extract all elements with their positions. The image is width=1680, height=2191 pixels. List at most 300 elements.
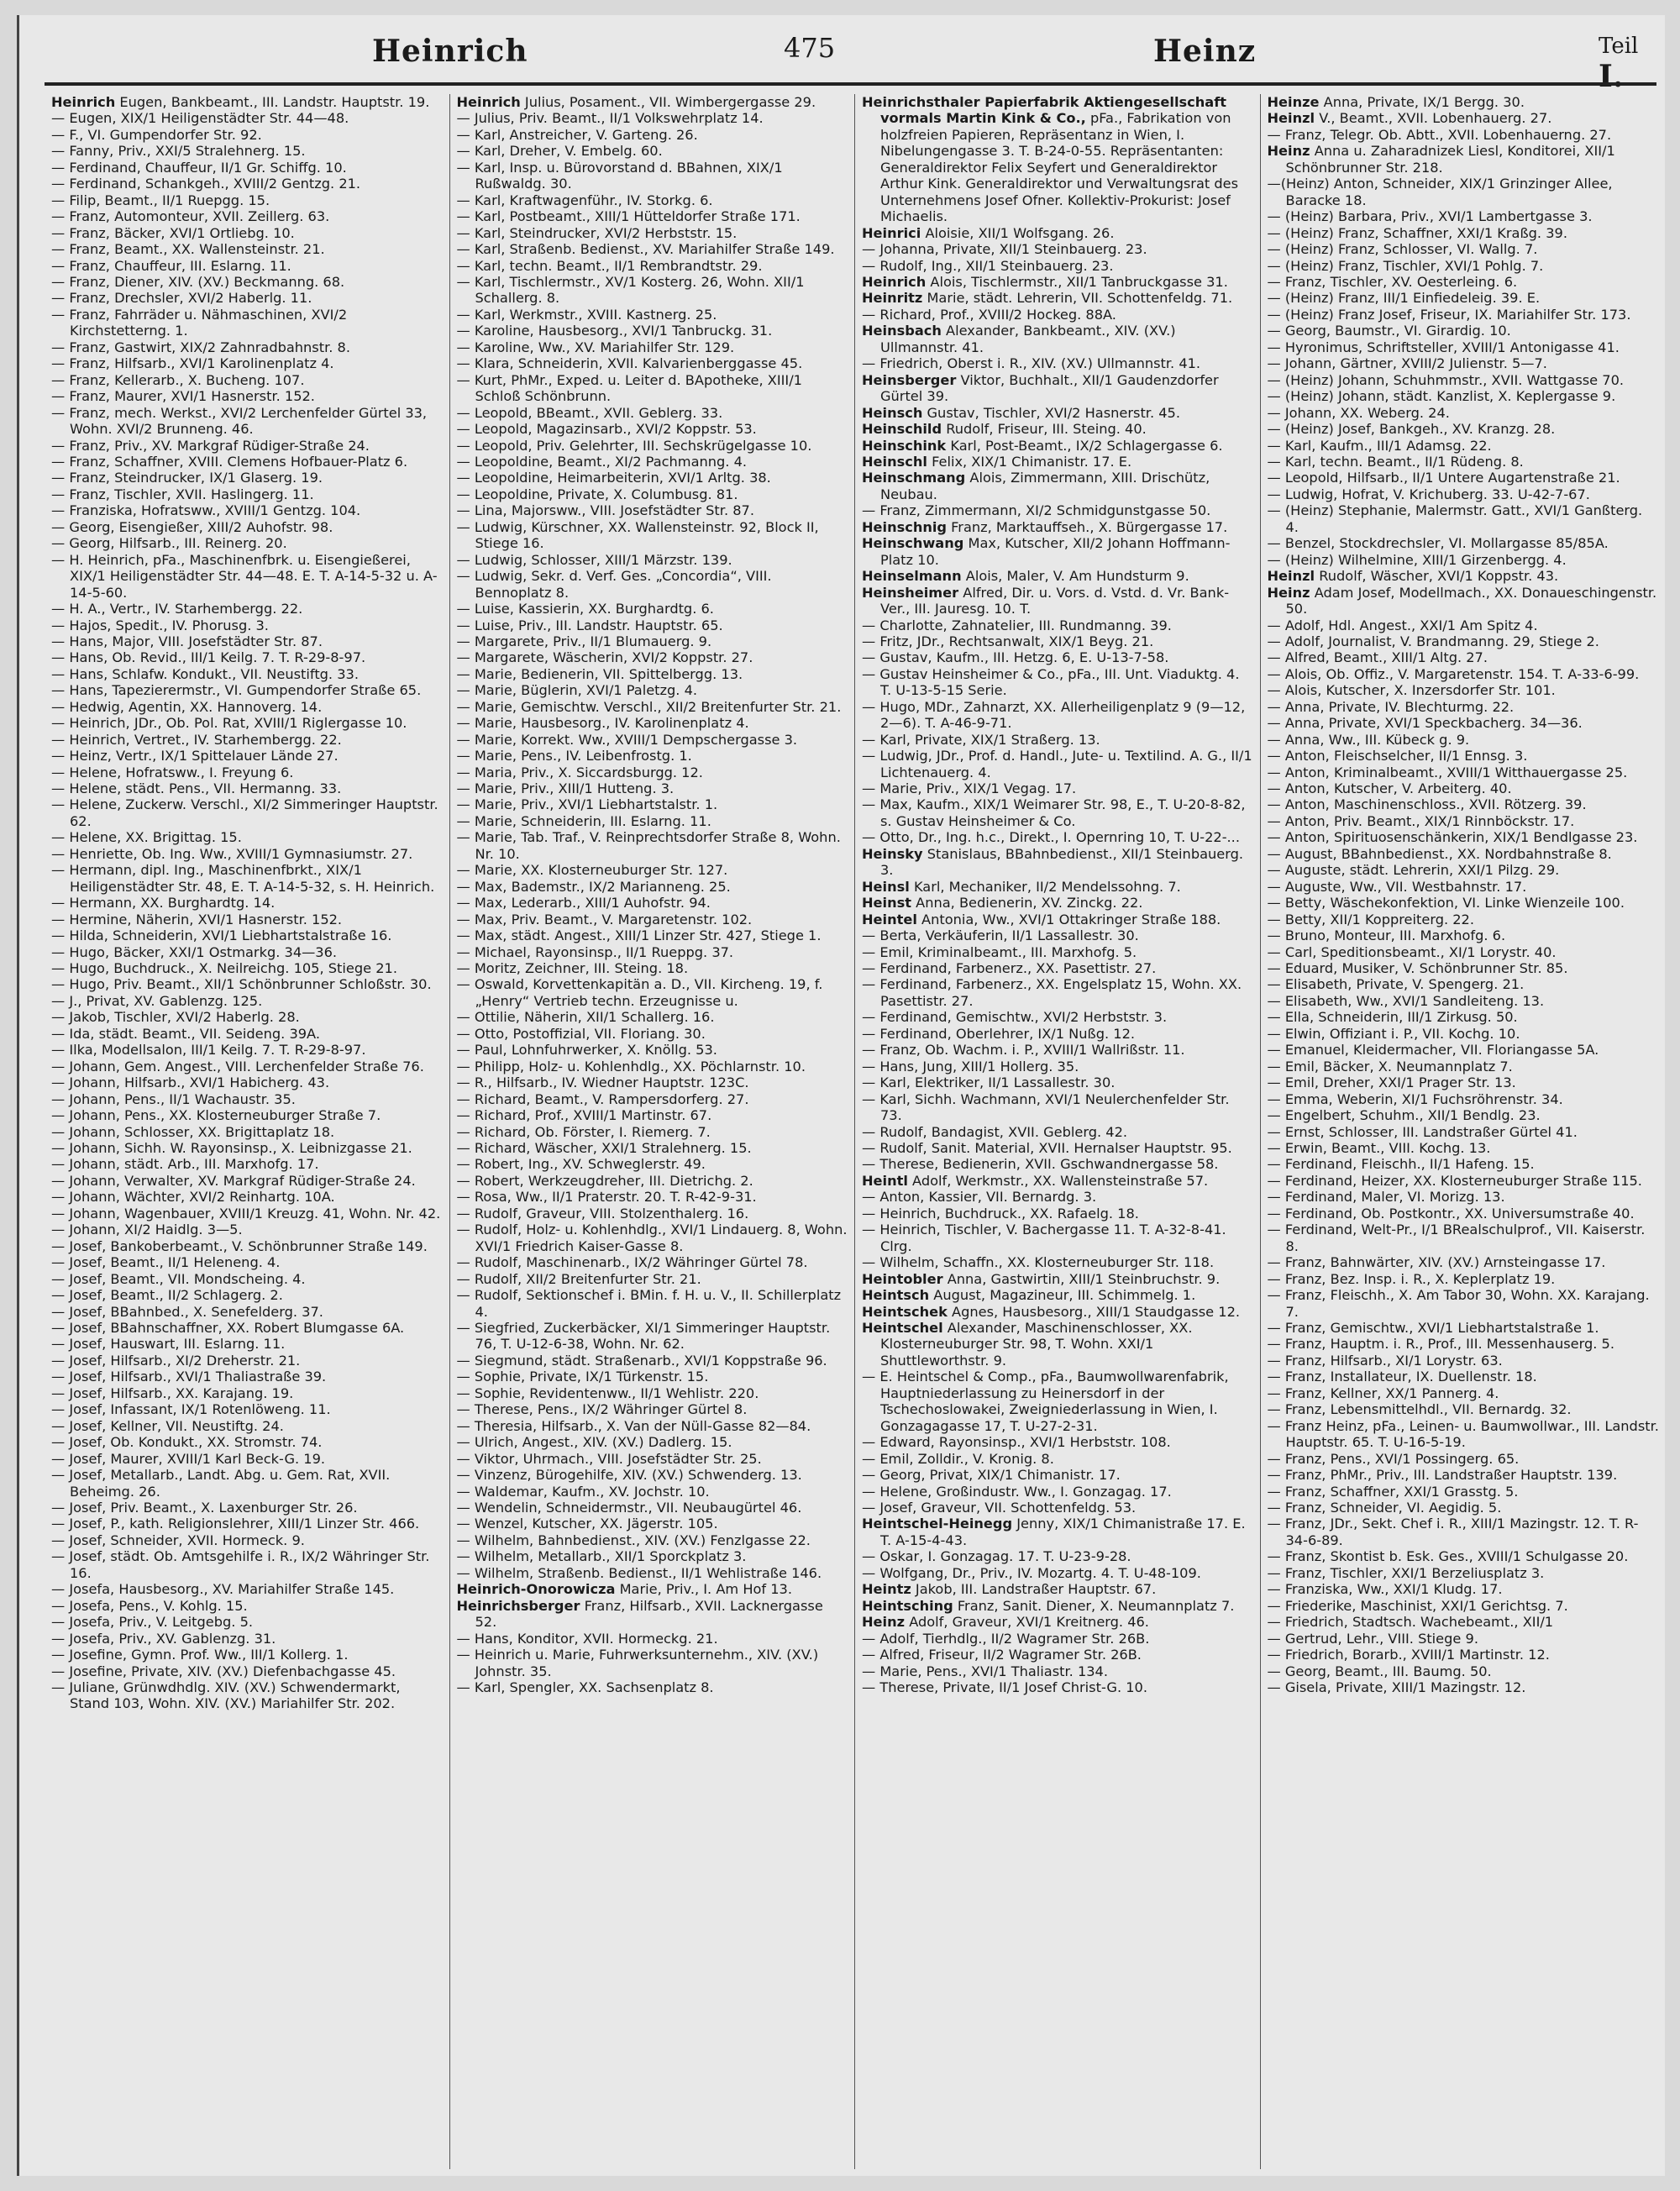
directory-entry <box>862 454 1253 470</box>
directory-entry <box>457 372 848 405</box>
directory-entry <box>457 1107 848 1123</box>
entry-text: — Marie, Priv., XVI/1 Liebhartstalstr. 1. <box>456 796 718 813</box>
entry-text: — Betty, Wäschekonfektion, VI. Linke Wienzeile 100. <box>1267 895 1625 912</box>
entry-text: — Johanna, Private, XII/1 Steinbauerg. 23. <box>862 241 1147 258</box>
entry-text: — Karl, Postbeamt., XIII/1 Hütteldorfer Straße 171. <box>456 208 801 225</box>
entry-text: Franz, Hilfsarb., XVII. Lacknergasse 52. <box>475 1597 823 1631</box>
directory-entry <box>51 1091 443 1107</box>
entry-text: — (Heinz) Franz, Tischler, XVI/1 Pohlg. 7. <box>1267 257 1544 274</box>
directory-entry <box>862 780 1253 796</box>
entry-text: Karl, Mechaniker, II/2 Mendelssohng. 7. <box>913 878 1181 895</box>
directory-entry <box>1268 1451 1660 1467</box>
entry-text: Alois, Tischlermstr., XII/1 Tanbruckgasse 31. <box>930 273 1228 290</box>
entry-text: — Franziska, Hofratsww., XVIII/1 Gentzg. 104. <box>51 502 361 519</box>
directory-entry <box>51 208 443 224</box>
directory-entry <box>1268 649 1660 665</box>
directory-entry <box>862 796 1253 829</box>
directory-entry <box>51 1074 443 1090</box>
entry-text: — Anton, Kriminalbeamt., XVIII/1 Witthauergasse 25. <box>1267 764 1628 780</box>
entry-surname: Heinschink <box>862 437 947 454</box>
entry-text: — Adolf, Tierhdlg., II/2 Wagramer Str. 26B. <box>862 1630 1150 1647</box>
entry-text: — Franz, Telegr. Ob. Abtt., XVII. Lobenhauerng. 27. <box>1267 126 1612 143</box>
directory-entry <box>51 274 443 290</box>
entry-text: — Franz, Maurer, XVI/1 Hasnerstr. 152. <box>51 388 315 405</box>
entry-text: — Hans, Konditor, XVII. Hormeckg. 21. <box>456 1630 718 1647</box>
entry-text: — Therese, Bedienerin, XVII. Gschwandnergasse 58. <box>862 1156 1219 1173</box>
entry-text: — Emil, Dreher, XXI/1 Prager Str. 13. <box>1267 1074 1516 1091</box>
directory-entry <box>862 666 1253 699</box>
directory-entry <box>862 1009 1253 1025</box>
directory-entry <box>862 1598 1253 1614</box>
entry-text: — Luise, Priv., III. Landstr. Hauptstr. 65. <box>456 617 723 633</box>
entry-text: — Johann, Gärtner, XVIII/2 Julienstr. 5—7. <box>1267 355 1547 372</box>
entry-text: — Franz, Skontist b. Esk. Ges., XVIII/1 Schulgasse 20. <box>1267 1548 1629 1565</box>
directory-entry <box>51 1434 443 1450</box>
directory-entry <box>51 1124 443 1140</box>
entry-text: — Erwin, Beamt., VIII. Kochg. 13. <box>1267 1140 1491 1156</box>
entry-surname: Heinrichsthaler Papierfabrik Aktiengesellschaft vormals Martin Kink & Co., <box>862 94 1226 127</box>
directory-entry <box>862 1173 1253 1189</box>
directory-entry <box>862 1548 1253 1564</box>
entry-text: — Hajos, Spedit., IV. Phorusg. 3. <box>51 617 269 633</box>
directory-entry <box>1268 323 1660 339</box>
directory-entry <box>1268 1418 1660 1451</box>
directory-entry <box>457 1140 848 1156</box>
entry-text: — Marie, Korrekt. Ww., XVIII/1 Dempschergasse 3. <box>456 731 798 748</box>
directory-entry <box>1268 732 1660 748</box>
entry-text: — Franziska, Ww., XXI/1 Kludg. 17. <box>1267 1581 1503 1598</box>
directory-entry <box>457 1189 848 1205</box>
directory-entry <box>457 862 848 878</box>
directory-entry <box>1268 1271 1660 1287</box>
part-word: Teil <box>1599 34 1639 59</box>
entry-text: — Karl, techn. Beamt., II/1 Rembrandtstr. 29. <box>456 257 763 274</box>
directory-entry <box>457 1500 848 1516</box>
entry-text: — Margarete, Priv., II/1 Blumauerg. 9. <box>456 633 712 649</box>
directory-entry <box>1268 143 1660 176</box>
directory-entry <box>862 1320 1253 1369</box>
directory-entry <box>1268 1467 1660 1483</box>
column-4 <box>1261 94 1667 2169</box>
entry-text: — Franz, Hauptm. i. R., Prof., III. Messenhauserg. 5. <box>1267 1336 1614 1353</box>
directory-entry <box>51 339 443 355</box>
entry-text: — Emma, Weberin, XI/1 Fuchsröhrenstr. 34. <box>1267 1090 1563 1107</box>
directory-entry <box>457 1647 848 1679</box>
entry-surname: Heinritz <box>862 290 923 307</box>
entry-text: — (Heinz) Johann, Schuhmmstr., XVII. Wattgasse 70. <box>1267 371 1625 388</box>
entry-text: Karl, Post-Beamt., IX/2 Schlagergasse 6. <box>950 437 1223 454</box>
directory-entry <box>1268 1385 1660 1401</box>
directory-entry <box>51 1548 443 1581</box>
entry-text: — Hugo, MDr., Zahnarzt, XX. Allerheiligenplatz 9 (9—12, 2—6). T. A-46-9-71. <box>862 698 1246 732</box>
directory-entry <box>457 208 848 224</box>
entry-text: — Josef, Beamt., II/2 Schlagerg. 2. <box>51 1287 283 1304</box>
entry-text: — Johann, XI/2 Haidlg. 3—5. <box>51 1222 243 1238</box>
entry-text: — Josefa, Priv., XV. Gablenzg. 31. <box>51 1630 276 1647</box>
entry-text: — Jakob, Tischler, XVI/2 Haberlg. 28. <box>51 1009 300 1026</box>
directory-entry <box>51 666 443 682</box>
entry-text: — Karl, Elektriker, II/1 Lassallestr. 30. <box>862 1074 1116 1091</box>
directory-entry <box>457 764 848 780</box>
entry-text: — Karl, Private, XIX/1 Straßerg. 13. <box>862 731 1100 748</box>
directory-entry <box>1268 1074 1660 1090</box>
directory-entry <box>457 633 848 649</box>
entry-text: — Adolf, Hdl. Angest., XXI/1 Am Spitz 4. <box>1267 617 1538 633</box>
entry-text: — Wolfgang, Dr., Priv., IV. Mozartg. 4. T. U-48-109. <box>862 1564 1201 1581</box>
directory-entry <box>457 829 848 862</box>
directory-entry <box>1268 666 1660 682</box>
directory-entry <box>1268 1287 1660 1320</box>
entry-surname: Heinrich-Onorowicza <box>456 1581 616 1598</box>
entry-text: — Marie, Schneiderin, III. Eslarng. 11. <box>456 812 711 829</box>
entry-text: — Sophie, Revidentenww., II/1 Wehlistr. 220. <box>456 1384 759 1401</box>
entry-text: — Franz, PhMr., Priv., III. Landstraßer Hauptstr. 139. <box>1267 1467 1618 1484</box>
entry-text: — Therese, Private, II/1 Josef Christ-G. 10. <box>862 1679 1147 1695</box>
entry-text: — Auguste, Ww., VII. Westbahnstr. 17. <box>1267 878 1527 895</box>
directory-entry <box>51 1254 443 1270</box>
entry-text: — Max, Bademstr., IX/2 Marianneng. 25. <box>456 878 731 895</box>
entry-text: — Franz, Chauffeur, III. Eslarng. 11. <box>51 257 291 274</box>
directory-entry <box>457 502 848 518</box>
directory-entry <box>1268 258 1660 274</box>
directory-entry <box>1268 944 1660 960</box>
directory-entry <box>862 1304 1253 1320</box>
entry-text: — Karl, Dreher, V. Embelg. 60. <box>456 143 663 160</box>
entry-text: — (Heinz) Franz, Schlosser, VI. Wallg. 7. <box>1267 241 1538 258</box>
entry-surname: Heinrich <box>456 94 521 110</box>
directory-entry <box>457 1484 848 1500</box>
directory-entry <box>1268 699 1660 715</box>
entry-text: — Franz, Ob. Wachm. i. P., XVIII/1 Wallrißstr. 11. <box>862 1042 1185 1059</box>
entry-text: — Sophie, Private, IX/1 Türkenstr. 15. <box>456 1369 709 1385</box>
directory-entry <box>51 993 443 1009</box>
entry-text: — Ferdinand, Heizer, XX. Klosterneuburger Straße 115. <box>1267 1172 1642 1189</box>
directory-entry <box>51 1189 443 1205</box>
entry-text: — Franz, Beamt., XX. Wallensteinstr. 21. <box>51 241 325 258</box>
entry-text: — Anna, Ww., III. Kübeck g. 9. <box>1267 731 1470 748</box>
entry-text: — Johann, Gem. Angest., VIII. Lerchenfelder Straße 76. <box>51 1058 424 1074</box>
entry-text: — Ferdinand, Ob. Postkontr., XX. Universumstraße 40. <box>1267 1205 1635 1222</box>
entry-text: — Alois, Kutscher, X. Inzersdorfer Str. 101. <box>1267 682 1556 699</box>
entry-text: — Benzel, Stockdrechsler, VI. Mollargasse 85/85A. <box>1267 535 1609 552</box>
entry-text: — Filip, Beamt., II/1 Ruepgg. 15. <box>51 192 270 208</box>
entry-text: — Richard, Ob. Förster, I. Riemerg. 7. <box>456 1123 711 1140</box>
entry-surname: Heinsch <box>862 404 923 421</box>
entry-text: — Ella, Schneiderin, III/1 Zirkusg. 50. <box>1267 1009 1518 1026</box>
entry-text: — Helene, städt. Pens., VII. Hermanng. 33. <box>51 780 342 797</box>
directory-entry <box>457 438 848 454</box>
directory-entry <box>51 1401 443 1417</box>
directory-entry <box>862 438 1253 454</box>
directory-entry <box>457 1679 848 1695</box>
directory-entry <box>862 323 1253 355</box>
entry-text: — Auguste, städt. Lehrerin, XXI/1 Pilzg. 29. <box>1267 862 1560 879</box>
entry-surname: Heinz <box>1267 584 1310 601</box>
directory-entry <box>51 1500 443 1516</box>
entry-text: — Max, Priv. Beamt., V. Margaretenstr. 102. <box>456 911 753 927</box>
entry-surname: Heintsch <box>862 1287 930 1304</box>
entry-text: — Julius, Priv. Beamt., II/1 Volkswehrplatz 14. <box>456 110 764 127</box>
directory-entry <box>51 895 443 911</box>
entry-text: — Emil, Bäcker, X. Neumannplatz 7. <box>1267 1058 1513 1074</box>
directory-entry <box>1268 274 1660 290</box>
directory-entry <box>1268 1124 1660 1140</box>
entry-text: — Richard, Prof., XVIII/1 Martinstr. 67. <box>456 1107 712 1124</box>
entry-text: — Franz, Bez. Insp. i. R., X. Keplerplatz 19. <box>1267 1270 1556 1287</box>
entry-text: — Ferdinand, Gemischtw., XVI/2 Herbststr. 3. <box>862 1009 1168 1026</box>
entry-text: — Richard, Wäscher, XXI/1 Stralehnerg. 15. <box>456 1140 752 1156</box>
directory-entry <box>457 274 848 307</box>
directory-entry <box>1268 1369 1660 1384</box>
directory-entry <box>51 1353 443 1369</box>
entry-text: — Heinrich u. Marie, Fuhrwerksunternehm., XIV. (XV.) Johnstr. 35. <box>456 1647 819 1679</box>
entry-text: — Ulrich, Angest., XIV. (XV.) Dadlerg. 15. <box>456 1434 732 1451</box>
directory-entry <box>862 1434 1253 1450</box>
directory-entry <box>51 748 443 764</box>
directory-entry <box>51 633 443 649</box>
directory-entry <box>862 1059 1253 1074</box>
entry-text: — Rudolf, Bandagist, XVII. Geblerg. 42. <box>862 1123 1128 1140</box>
entry-surname: Heinschmang <box>862 470 966 486</box>
entry-surname: Heinz <box>1267 143 1310 160</box>
directory-entry <box>862 617 1253 633</box>
entry-surname: Heintschel <box>862 1319 943 1336</box>
directory-entry <box>457 1451 848 1467</box>
entry-text: — Georg, Beamt., III. Baumg. 50. <box>1267 1663 1492 1679</box>
entry-text: — Eugen, XIX/1 Heiligenstädter Str. 44—48. <box>51 110 349 127</box>
entry-text: Jenny, XIX/1 Chimanistraße 17. E. T. A-15-4-43. <box>880 1516 1246 1548</box>
entry-text: — Johann, Wächter, XVI/2 Reinhartg. 10A. <box>51 1189 335 1206</box>
entry-text: — Franz, Hilfsarb., XI/1 Lorystr. 63. <box>1267 1352 1503 1369</box>
directory-entry <box>51 143 443 159</box>
directory-entry <box>457 1434 848 1450</box>
directory-entry <box>457 258 848 274</box>
entry-surname: Heinsberger <box>862 371 957 388</box>
directory-entry <box>1268 568 1660 584</box>
entry-surname: Heinst <box>862 895 911 912</box>
directory-entry <box>51 732 443 748</box>
directory-entry <box>457 1287 848 1320</box>
entry-text: — Josef, Beamt., VII. Mondscheing. 4. <box>51 1270 306 1287</box>
directory-entry <box>457 1581 848 1597</box>
entry-text: — H. A., Vertr., IV. Starhembergg. 22. <box>51 601 303 617</box>
entry-text: — Josef, P., kath. Religionslehrer, XIII/1 Linzer Str. 466. <box>51 1516 420 1532</box>
directory-entry <box>51 502 443 518</box>
entry-text: — Richard, Prof., XVIII/2 Hockeg. 88A. <box>862 306 1116 323</box>
entry-text: — Wilhelm, Metallarb., XII/1 Sporckplatz 3. <box>456 1548 747 1565</box>
directory-entry <box>1268 388 1660 404</box>
entry-text: — Karl, Straßenb. Bedienst., XV. Mariahilfer Straße 149. <box>456 241 835 258</box>
entry-text: — (Heinz) Franz, III/1 Einfiedeleig. 39. E. <box>1267 290 1541 307</box>
entry-text: — Ludwig, JDr., Prof. d. Handl., Jute- u. Textilind. A. G., II/1 Lichtenauerg. 4. <box>862 748 1252 780</box>
entry-surname: Heinsky <box>862 845 923 862</box>
entry-text: — R., Hilfsarb., IV. Wiedner Hauptstr. 123C. <box>456 1074 749 1091</box>
directory-entry <box>457 225 848 241</box>
entry-text: — (Heinz) Franz Josef, Friseur, IX. Mariahilfer Str. 173. <box>1267 306 1631 323</box>
directory-entry <box>862 829 1253 845</box>
entry-text: — Johann, Pens., XX. Klosterneuburger Straße 7. <box>51 1107 381 1124</box>
entry-text: Alois, Zimmermann, XIII. Drischütz, Neubau. <box>880 470 1210 502</box>
entry-text: — Franz, Tischler, XXI/1 Berzeliusplatz 3. <box>1267 1564 1545 1581</box>
directory-entry <box>862 274 1253 290</box>
entry-text: — Josef, Bankoberbeamt., V. Schönbrunner Straße 149. <box>51 1237 428 1254</box>
entry-text: — Hedwig, Agentin, XX. Hannoverg. 14. <box>51 698 323 715</box>
directory-entry <box>457 1222 848 1254</box>
entry-text: — August, BBahnbedienst., XX. Nordbahnstraße 8. <box>1267 845 1612 862</box>
directory-entry <box>51 1451 443 1467</box>
entry-text: — Hans, Ob. Revid., III/1 Keilg. 7. T. R-29-8-97. <box>51 649 366 666</box>
directory-entry <box>862 1663 1253 1679</box>
directory-entry <box>1268 1222 1660 1254</box>
directory-entry <box>862 1287 1253 1303</box>
entry-text: — Franz, Priv., XV. Markgraf Rüdiger-Straße 24. <box>51 437 370 454</box>
entry-text: — Karl, Spengler, XX. Sachsenplatz 8. <box>456 1679 714 1695</box>
directory-entry <box>862 1679 1253 1695</box>
directory-entry <box>51 1369 443 1384</box>
directory-entry <box>457 682 848 698</box>
entry-text: — Franz, Gastwirt, XIX/2 Zahnradbahnstr. 8. <box>51 339 350 355</box>
directory-entry <box>51 780 443 796</box>
directory-entry <box>1268 976 1660 992</box>
entry-text: — Franz, Automonteur, XVII. Zeillerg. 63. <box>51 208 330 225</box>
entry-text: —(Heinz) Anton, Schneider, XIX/1 Grinzinger Allee, Baracke 18. <box>1267 176 1613 208</box>
entry-text: — Elwin, Offiziant i. P., VII. Kochg. 10. <box>1267 1025 1520 1042</box>
directory-entry <box>51 1026 443 1042</box>
entry-surname: Heintl <box>862 1172 908 1189</box>
directory-entry <box>457 323 848 339</box>
directory-entry <box>862 290 1253 306</box>
directory-entry <box>457 1124 848 1140</box>
directory-entry <box>1268 225 1660 241</box>
directory-entry <box>51 176 443 192</box>
directory-entry <box>862 535 1253 568</box>
directory-entry <box>457 1532 848 1548</box>
directory-entry <box>457 307 848 323</box>
entry-text: — Hermine, Näherin, XVI/1 Hasnerstr. 152. <box>51 911 343 927</box>
entry-text: — Johann, XX. Weberg. 24. <box>1267 404 1450 421</box>
entry-surname: Heinselmann <box>862 568 962 585</box>
entry-text: Felix, XIX/1 Chimanistr. 17. E. <box>932 453 1132 470</box>
entry-text: — Karl, Anstreicher, V. Garteng. 26. <box>456 126 698 143</box>
entry-text: — Waldemar, Kaufm., XV. Jochstr. 10. <box>456 1483 710 1500</box>
entry-text: — Karoline, Hausbesorg., XVI/1 Tanbruckg. 31. <box>456 323 773 339</box>
entry-text: — Adolf, Journalist, V. Brandmanng. 29, Stiege 2. <box>1267 633 1599 649</box>
directory-entry <box>51 1385 443 1401</box>
directory-entry <box>1268 1042 1660 1058</box>
entry-text: — Karl, Tischlermstr., XV/1 Kosterg. 26, Wohn. XII/1 Schallerg. 8. <box>456 273 805 307</box>
directory-entry <box>457 1353 848 1369</box>
entry-text: — Josef, Priv. Beamt., X. Laxenburger Str. 26. <box>51 1499 358 1516</box>
directory-entry <box>51 160 443 176</box>
entry-text: — Max, städt. Angest., XIII/1 Linzer Str. 427, Stiege 1. <box>456 927 822 944</box>
directory-entry <box>1268 1353 1660 1369</box>
entry-text: — Ida, städt. Beamt., VII. Seideng. 39A. <box>51 1025 320 1042</box>
entry-text: — Anna, Private, XVI/1 Speckbacherg. 34—36. <box>1267 715 1583 732</box>
entry-text: — Siegmund, städt. Straßenarb., XVI/1 Koppstraße 96. <box>456 1352 827 1369</box>
entry-text: — Franz, Steindrucker, IX/1 Glaserg. 19. <box>51 470 323 486</box>
directory-entry <box>457 1631 848 1647</box>
directory-entry <box>1268 470 1660 486</box>
entry-text: — Karl, Insp. u. Bürovorstand d. BBahnen, XIX/1 Rußwaldg. 30. <box>456 159 783 192</box>
entry-text: — Franz, Diener, XIV. (XV.) Beckmanng. 68. <box>51 273 345 290</box>
entry-text: — Josefa, Pens., V. Kohlg. 15. <box>51 1597 248 1614</box>
entry-text: — Georg, Privat, XIX/1 Chimanistr. 17. <box>862 1467 1121 1484</box>
entry-text: — Marie, Pens., IV. Leibenfrostg. 1. <box>456 748 692 764</box>
directory-entry <box>51 1614 443 1630</box>
directory-entry <box>862 748 1253 780</box>
column-3 <box>855 94 1261 2169</box>
entry-text: — Gustav Heinsheimer & Co., pFa., III. Unt. Viaduktg. 4. T. U-13-5-15 Serie. <box>862 665 1240 699</box>
entry-text: — Franz, Tischler, XV. Oesterleing. 6. <box>1267 273 1518 290</box>
entry-text: — Leopold, Hilfsarb., II/1 Untere Augartenstraße 21. <box>1267 470 1620 486</box>
directory-entry <box>862 1222 1253 1254</box>
directory-entry <box>457 796 848 812</box>
entry-surname: Heinrici <box>862 224 921 241</box>
directory-entry <box>862 699 1253 732</box>
entry-text: — Eduard, Musiker, V. Schönbrunner Str. 85. <box>1267 960 1568 977</box>
entry-text: — Gertrud, Lehr., VIII. Stiege 9. <box>1267 1630 1478 1647</box>
entry-text: — Josef, Schneider, XVII. Hormeck. 9. <box>51 1532 305 1548</box>
entry-text: — Edward, Rayonsinsp., XVI/1 Herbststr. 108. <box>862 1434 1171 1451</box>
directory-entry <box>51 1663 443 1679</box>
entry-text: — Ernst, Schlosser, III. Landstraßer Gürtel 41. <box>1267 1123 1578 1140</box>
directory-entry <box>457 649 848 665</box>
directory-entry <box>1268 94 1660 110</box>
entry-surname: Heintobler <box>862 1270 943 1287</box>
directory-entry <box>1268 1663 1660 1679</box>
directory-entry <box>457 1042 848 1058</box>
directory-entry <box>1268 1581 1660 1597</box>
directory-entry <box>51 110 443 126</box>
directory-entry <box>457 1418 848 1434</box>
entry-text: — Hugo, Priv. Beamt., XII/1 Schönbrunner Schloßstr. 30. <box>51 976 432 993</box>
entry-text: — Lina, Majorsww., VIII. Josefstädter Str. 87. <box>456 502 754 519</box>
directory-entry <box>51 1287 443 1303</box>
entry-text: — Johann, städt. Arb., III. Marxhofg. 17. <box>51 1156 319 1173</box>
entry-text: — Hermann, XX. Burghardtg. 14. <box>51 895 276 912</box>
part-number: I. <box>1599 59 1624 94</box>
entry-text: — Oswald, Korvettenkapitän a. D., VII. Kircheng. 19, f. „Henry“ Vertrieb techn. Erzeugnisse u. <box>456 976 823 1009</box>
directory-entry <box>457 960 848 976</box>
entry-text: — J., Privat, XV. Gablenzg. 125. <box>51 992 263 1009</box>
entry-text: — Alfred, Beamt., XIII/1 Altg. 27. <box>1267 649 1488 666</box>
directory-entry <box>862 502 1253 518</box>
entry-surname: Heintsching <box>862 1597 953 1614</box>
entry-text: — Leopold, Priv. Gelehrter, III. Sechskrügelgasse 10. <box>456 437 812 454</box>
entry-text: — Franz, Gemischtw., XVI/1 Liebhartstalstraße 1. <box>1267 1319 1599 1336</box>
directory-entry <box>51 1140 443 1156</box>
entry-text: — Karl, Werkmstr., XVIII. Kastnerg. 25. <box>456 306 717 323</box>
entry-text: — Josefine, Gymn. Prof. Ww., III/1 Kollerg. 1. <box>51 1647 349 1663</box>
directory-entry <box>51 486 443 502</box>
directory-entry <box>51 1598 443 1614</box>
directory-entry <box>51 699 443 715</box>
directory-entry <box>862 1254 1253 1270</box>
directory-entry <box>51 1238 443 1254</box>
entry-text: — Moritz, Zeichner, III. Steing. 18. <box>456 960 689 977</box>
entry-text: — Bruno, Monteur, III. Marxhofg. 6. <box>1267 927 1506 944</box>
directory-entry <box>51 1009 443 1025</box>
directory-entry <box>1268 927 1660 943</box>
entry-text: — Ludwig, Kürschner, XX. Wallensteinstr. 92, Block II, Stiege 16. <box>456 518 819 552</box>
entry-text: — Franz, Installateur, IX. Duellenstr. 18. <box>1267 1369 1537 1385</box>
entry-text: Adam Josef, Modellmach., XX. Donaueschingenstr. 50. <box>1285 584 1657 617</box>
directory-entry <box>1268 1254 1660 1270</box>
entry-text: — Theresia, Hilfsarb., X. Van der Nüll-Gasse 82—84. <box>456 1417 811 1434</box>
directory-entry <box>862 1156 1253 1172</box>
entry-text: — Michael, Rayonsinsp., II/1 Rueppg. 37. <box>456 943 734 960</box>
directory-entry <box>51 1647 443 1663</box>
